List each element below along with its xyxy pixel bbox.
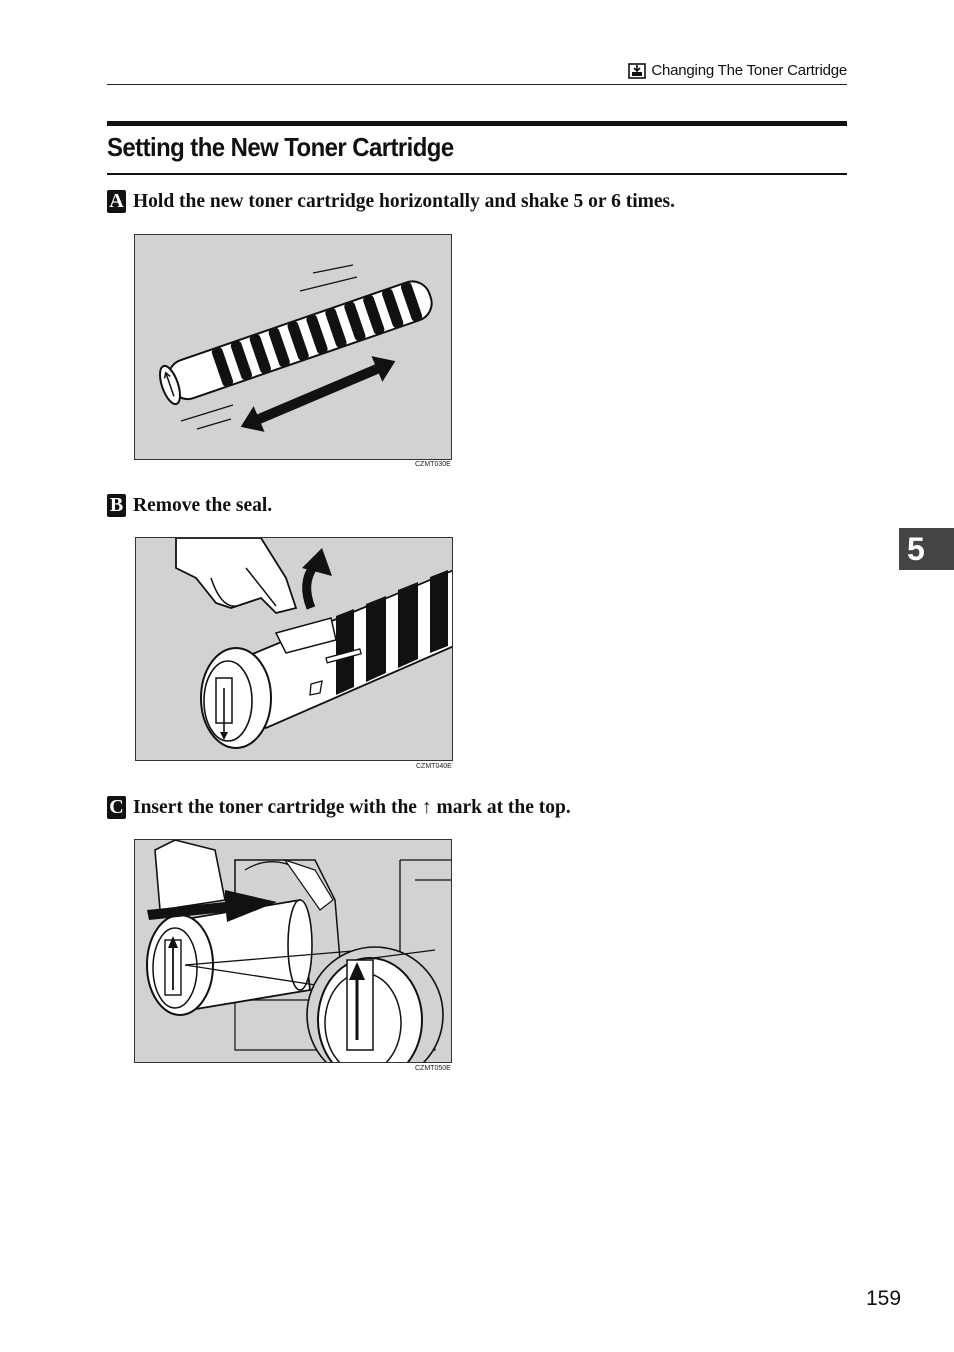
- step-3-text: Insert the toner cartridge with the ↑ mark at the top.: [133, 796, 571, 818]
- step-1-text: Hold the new toner cartridge horizontally and shake 5 or 6 times.: [133, 190, 676, 212]
- step-1-badge: A: [107, 190, 126, 213]
- step-3-badge: C: [107, 796, 126, 819]
- chapter-tab: 5: [899, 528, 954, 570]
- insert-cartridge-illustration: [135, 840, 452, 1063]
- page-number: 159: [866, 1287, 902, 1310]
- figure-2-code: CZMT040E: [416, 763, 452, 770]
- step-2-text: Remove the seal.: [133, 494, 273, 516]
- step-2: [107, 494, 272, 517]
- section-rule-top: [107, 121, 847, 126]
- figure-insert-cartridge: [134, 839, 452, 1063]
- step-2-badge: B: [107, 494, 126, 517]
- section-rule-bottom: [107, 173, 847, 175]
- running-header: [107, 58, 847, 85]
- figure-shake-cartridge: [134, 234, 452, 460]
- figure-3-code: CZMT050E: [415, 1065, 451, 1072]
- step-1: [107, 190, 675, 213]
- header-title-text: Changing The Toner Cartridge: [651, 62, 847, 79]
- figure-remove-seal: [135, 537, 453, 761]
- troubleshooting-icon: [628, 63, 646, 79]
- step-3: [107, 796, 571, 819]
- shake-cartridge-illustration: [135, 235, 452, 460]
- figure-1-code: CZMT030E: [415, 461, 451, 468]
- remove-seal-illustration: [136, 538, 453, 761]
- section-title: Setting the New Toner Cartridge: [107, 132, 454, 162]
- running-header-title: [628, 62, 847, 79]
